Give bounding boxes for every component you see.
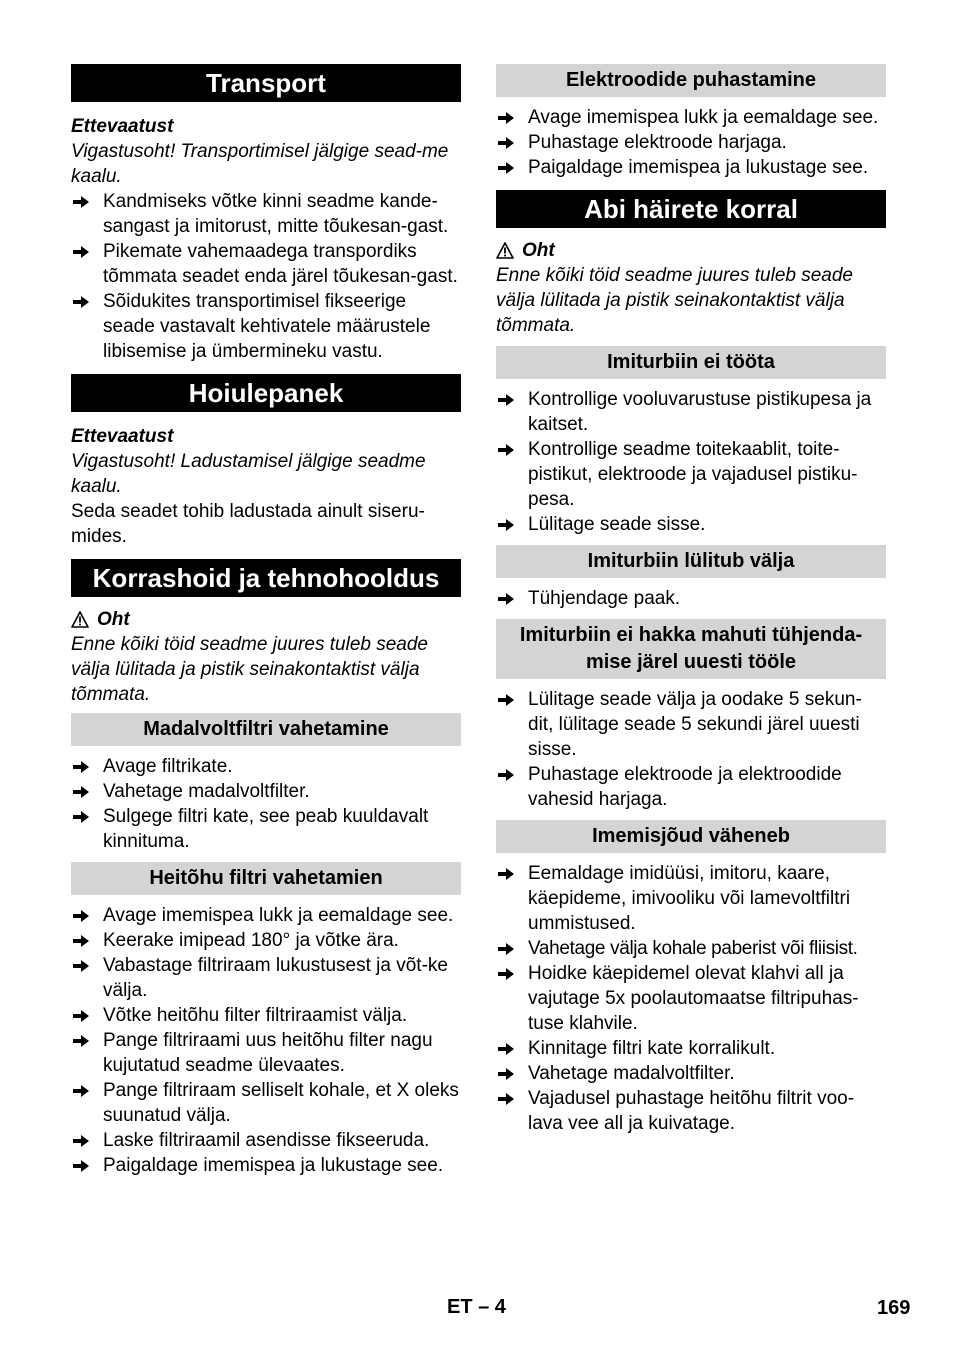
list-item: [71, 928, 461, 953]
danger-heading: [496, 238, 886, 263]
list-item-text: Kontrollige vooluvarustuse pistikupesa ja kaitset.: [528, 389, 872, 435]
list-item-text: Vahetage madalvoltfilter.: [103, 781, 310, 802]
list-item-text: Tühjendage paak.: [528, 588, 681, 609]
section-page: – 4: [478, 1296, 506, 1318]
arrow-right-icon: [497, 161, 515, 175]
list-item: [71, 239, 461, 289]
list-item-text: Võtke heitõhu filter filtriraamist välja.: [103, 1005, 408, 1026]
warning-text: Vigastusoht! Transportimisel jälgige sead-me kaalu.: [71, 141, 449, 187]
arrow-right-icon: [497, 393, 515, 407]
list-item-text: Puhastage elektroode harjaga.: [528, 132, 787, 153]
list-item-text: Lülitage seade välja ja oodake 5 sekun-dit, lülitage seade 5 sekundi järel uuesti sisse.: [528, 689, 862, 760]
list-item: [496, 155, 886, 180]
danger-heading: [71, 607, 461, 632]
list-item: [496, 961, 886, 1036]
list-item-text: Kandmiseks võtke kinni seadme kande-sangast ja imitorust, mitte tõukesan-gast.: [103, 191, 449, 237]
list-item: [496, 512, 886, 537]
low-voltage-filter-instructions: [71, 754, 461, 854]
arrow-right-icon: [497, 942, 515, 956]
danger-label: Oht: [522, 240, 555, 261]
list-item-text: Paigaldage imemispea ja lukustage see.: [103, 1155, 444, 1176]
warning-triangle-icon: [71, 611, 89, 628]
arrow-right-icon: [497, 1042, 515, 1056]
arrow-right-icon: [72, 1084, 90, 1098]
arrow-right-icon: [497, 1092, 515, 1106]
list-item: [71, 1003, 461, 1028]
warning-label: Ettevaatust: [71, 116, 174, 137]
arrow-right-icon: [72, 785, 90, 799]
arrow-right-icon: [72, 1159, 90, 1173]
language-code: ET: [447, 1296, 473, 1318]
list-item-text: Vahetage madalvoltfilter.: [528, 1063, 735, 1084]
list-item-text: Kinnitage filtri kate korralikult.: [528, 1038, 776, 1059]
subsection-title-exhaust-filter: Heitõhu filtri vahetamien: [71, 862, 461, 895]
transport-instructions: [71, 189, 461, 364]
list-item: [496, 1061, 886, 1086]
list-item: [496, 1086, 886, 1136]
danger-text: Enne kõiki töid seadme juures tuleb seade välja lülitada ja pistik seinakontaktist välja tõmmata.: [71, 634, 429, 705]
arrow-right-icon: [497, 443, 515, 457]
list-item: [71, 1128, 461, 1153]
list-item-text: Lülitage seade sisse.: [528, 514, 706, 535]
exhaust-filter-instructions: [71, 903, 461, 1178]
arrow-right-icon: [72, 245, 90, 259]
danger-label: Oht: [97, 609, 130, 630]
list-item-text: Vabastage filtriraam lukustusest ja võt-ke välja.: [103, 955, 448, 1001]
suction-decreases-instructions: [496, 861, 886, 1136]
arrow-right-icon: [497, 693, 515, 707]
subsection-title-turbine-switches-off: Imiturbiin lülitub välja: [496, 545, 886, 578]
warning-label: Ettevaatust: [71, 426, 174, 447]
arrow-right-icon: [72, 959, 90, 973]
list-item: [496, 936, 886, 961]
arrow-right-icon: [72, 1134, 90, 1148]
list-item-text: Pange filtriraami uus heitõhu filter nagu kujutatud seadme ülevaates.: [103, 1030, 433, 1076]
list-item: [496, 437, 886, 512]
arrow-right-icon: [72, 195, 90, 209]
storage-note: Seda seadet tohib ladustada ainult siseru-mides.: [71, 501, 425, 547]
list-item: [496, 586, 886, 611]
section-title-storage: Hoiulepanek: [71, 374, 461, 412]
turbine-not-working-instructions: [496, 387, 886, 537]
page-footer-section: [447, 1296, 506, 1319]
list-item: [496, 687, 886, 762]
list-item-text: Paigaldage imemispea ja lukustage see.: [528, 157, 869, 178]
list-item-text: Avage imemispea lukk ja eemaldage see.: [528, 107, 879, 128]
list-item: [71, 289, 461, 364]
list-item-text: Vahetage välja kohale paberist või fliisist.: [528, 938, 858, 959]
right-column: [496, 64, 886, 1136]
arrow-right-icon: [72, 810, 90, 824]
warning-triangle-icon: [496, 242, 514, 259]
arrow-right-icon: [497, 518, 515, 532]
list-item: [71, 189, 461, 239]
list-item-text: Sulgege filtri kate, see peab kuuldavalt kinnituma.: [103, 806, 429, 852]
list-item: [496, 762, 886, 812]
list-item: [496, 387, 886, 437]
section-title-transport: Transport: [71, 64, 461, 102]
list-item-text: Avage filtrikate.: [103, 756, 233, 777]
list-item: [71, 1028, 461, 1078]
danger-text: Enne kõiki töid seadme juures tuleb seade välja lülitada ja pistik seinakontaktist välja tõmmata.: [496, 265, 854, 336]
arrow-right-icon: [72, 760, 90, 774]
turbine-switches-off-instructions: [496, 586, 886, 611]
list-item: [496, 105, 886, 130]
turbine-not-restart-instructions: [496, 687, 886, 812]
arrow-right-icon: [72, 295, 90, 309]
list-item: [496, 130, 886, 155]
list-item-text: Pikemate vahemaadega transpordiks tõmmata seadet enda järel tõukesan-gast.: [103, 241, 458, 287]
arrow-right-icon: [72, 909, 90, 923]
list-item: [71, 754, 461, 779]
list-item: [71, 953, 461, 1003]
list-item-text: Kontrollige seadme toitekaablit, toite-pistikut, elektroode ja vajadusel pistiku-pesa.: [528, 439, 858, 510]
warning-text: Vigastusoht! Ladustamisel jälgige seadme kaalu.: [71, 451, 426, 497]
arrow-right-icon: [497, 592, 515, 606]
electrodes-instructions: [496, 105, 886, 180]
arrow-right-icon: [497, 136, 515, 150]
arrow-right-icon: [72, 934, 90, 948]
subsection-title-suction-decreases: Imemisjõud väheneb: [496, 820, 886, 853]
list-item: [71, 804, 461, 854]
arrow-right-icon: [497, 1067, 515, 1081]
subsection-title-turbine-not-restart: Imiturbiin ei hakka mahuti tühjenda-mise järel uuesti tööle: [496, 619, 886, 679]
arrow-right-icon: [497, 967, 515, 981]
section-title-maintenance: Korrashoid ja tehnohooldus: [71, 559, 461, 597]
list-item-text: Hoidke käepidemel olevat klahvi all ja vajutage 5x poolautomaatse filtripuhas-tuse klahvile.: [528, 963, 859, 1034]
list-item: [496, 1036, 886, 1061]
list-item-text: Laske filtriraamil asendisse fikseeruda.: [103, 1130, 430, 1151]
arrow-right-icon: [497, 867, 515, 881]
list-item: [71, 1153, 461, 1178]
subsection-title-low-voltage-filter: Madalvoltfiltri vahetamine: [71, 713, 461, 746]
list-item-text: Vajadusel puhastage heitõhu filtrit voo-lava vee all ja kuivatage.: [528, 1088, 855, 1134]
arrow-right-icon: [497, 111, 515, 125]
list-item-text: Pange filtriraam selliselt kohale, et X oleks suunatud välja.: [103, 1080, 459, 1126]
arrow-right-icon: [72, 1034, 90, 1048]
list-item-text: Sõidukites transportimisel fikseerige seade vastavalt kehtivatele määrustele libisemise ja ümbermineku vastu.: [103, 291, 431, 362]
list-item: [71, 779, 461, 804]
list-item: [71, 1078, 461, 1128]
list-item-text: Eemaldage imidüüsi, imitoru, kaare, käepideme, imivooliku või lamevoltfiltri ummistused.: [528, 863, 851, 934]
list-item-text: Avage imemispea lukk ja eemaldage see.: [103, 905, 454, 926]
subsection-title-turbine-not-working: Imiturbiin ei tööta: [496, 346, 886, 379]
arrow-right-icon: [497, 768, 515, 782]
list-item: [71, 903, 461, 928]
page-number: 169: [877, 1297, 911, 1319]
arrow-right-icon: [72, 1009, 90, 1023]
list-item-text: Puhastage elektroode ja elektroodide vahesid harjaga.: [528, 764, 842, 810]
subsection-title-electrodes: Elektroodide puhastamine: [496, 64, 886, 97]
section-title-troubleshooting: Abi häirete korral: [496, 190, 886, 228]
left-column: [71, 64, 461, 1178]
list-item-text: Keerake imipead 180° ja võtke ära.: [103, 930, 399, 951]
list-item: [496, 861, 886, 936]
